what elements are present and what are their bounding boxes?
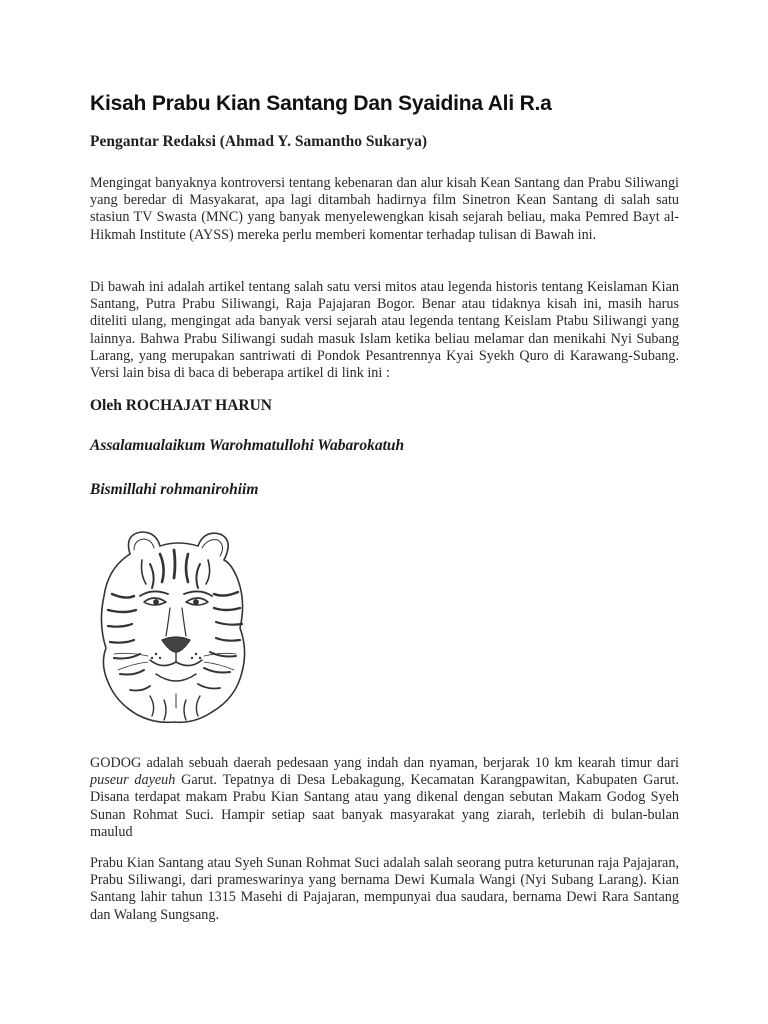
intro-paragraph: Mengingat banyaknya kontroversi tentang kebenaran dan alur kisah Kean Santang dan Prabu Siliwangi yang beredar di Masyakarat, apa lagi ditambah hadirnya film Sinetron Kean Santang di salah satu stasiun TV Swasta (MNC) yang banyak menyelewengkan kisah sejarah beliau, maka Pemred Bayt al-Hikmah Institute (AYSS) mereka perlu memberi komentar terhadap tulisan di Bawah ini. xyxy=(90,175,679,243)
tiger-head-icon xyxy=(90,524,255,730)
godog-text-end: Garut. Tepatnya di Desa Lebakagung, Kecamatan Karangpawitan, Kabupaten Garut. Disana terdapat makam Prabu Kian Santang atau yang dikenal dengan sebutan Makam Godog Syeh Sunan Rohmat Suci. Hampir setiap saat banyak masyarakat yang ziarah, terlebih di bulan-bulan maulud xyxy=(90,772,679,840)
godog-paragraph xyxy=(90,755,679,841)
basmala-line: Bismillahi rohmanirohiim xyxy=(90,481,259,498)
greeting-line: Assalamualaikum Warohmatullohi Wabarokatuh xyxy=(90,437,405,454)
author-line: Oleh ROCHAJAT HARUN xyxy=(90,397,272,414)
context-paragraph: Di bawah ini adalah artikel tentang salah satu versi mitos atau legenda historis tentang Keislaman Kian Santang, Putra Prabu Siliwangi, Raja Pajajaran Bogor. Benar atau tidaknya kisah ini, masih harus diteliti ulang, mengingat ada banyak versi sejarah atau legenda tentang Keislam Ptabu Siliwangi yang lainnya. Bahwa Prabu Siliwangi sudah masuk Islam ketika beliau melamar dan menikahi Nyi Subang Larang, yang merupakan santriwati di Pondok Pesantrennya Kyai Syekh Quro di Karawang-Subang. Versi lain bisa di baca di beberapa artikel di link ini : xyxy=(90,279,679,382)
editorial-intro-heading: Pengantar Redaksi (Ahmad Y. Samantho Sukarya) xyxy=(90,133,428,150)
article-title: Kisah Prabu Kian Santang Dan Syaidina Ali R.a xyxy=(90,92,552,115)
puseur-dayeuh-term: puseur dayeuh xyxy=(90,772,176,789)
kian-santang-paragraph: Prabu Kian Santang atau Syeh Sunan Rohmat Suci adalah salah seorang putra keturunan raja Pajajaran, Prabu Siliwangi, dari prameswarinya yang bernama Dewi Kumala Wangi (Nyi Subang Larang). Kian Santang lahir tahun 1315 Masehi di Pajajaran, mempunyai dua saudara, bernama Dewi Rara Santang dan Walang Sungsang. xyxy=(90,855,679,923)
godog-text-start: GODOG adalah sebuah daerah pedesaan yang indah dan nyaman, berjarak 10 km kearah timur dari xyxy=(90,755,679,771)
